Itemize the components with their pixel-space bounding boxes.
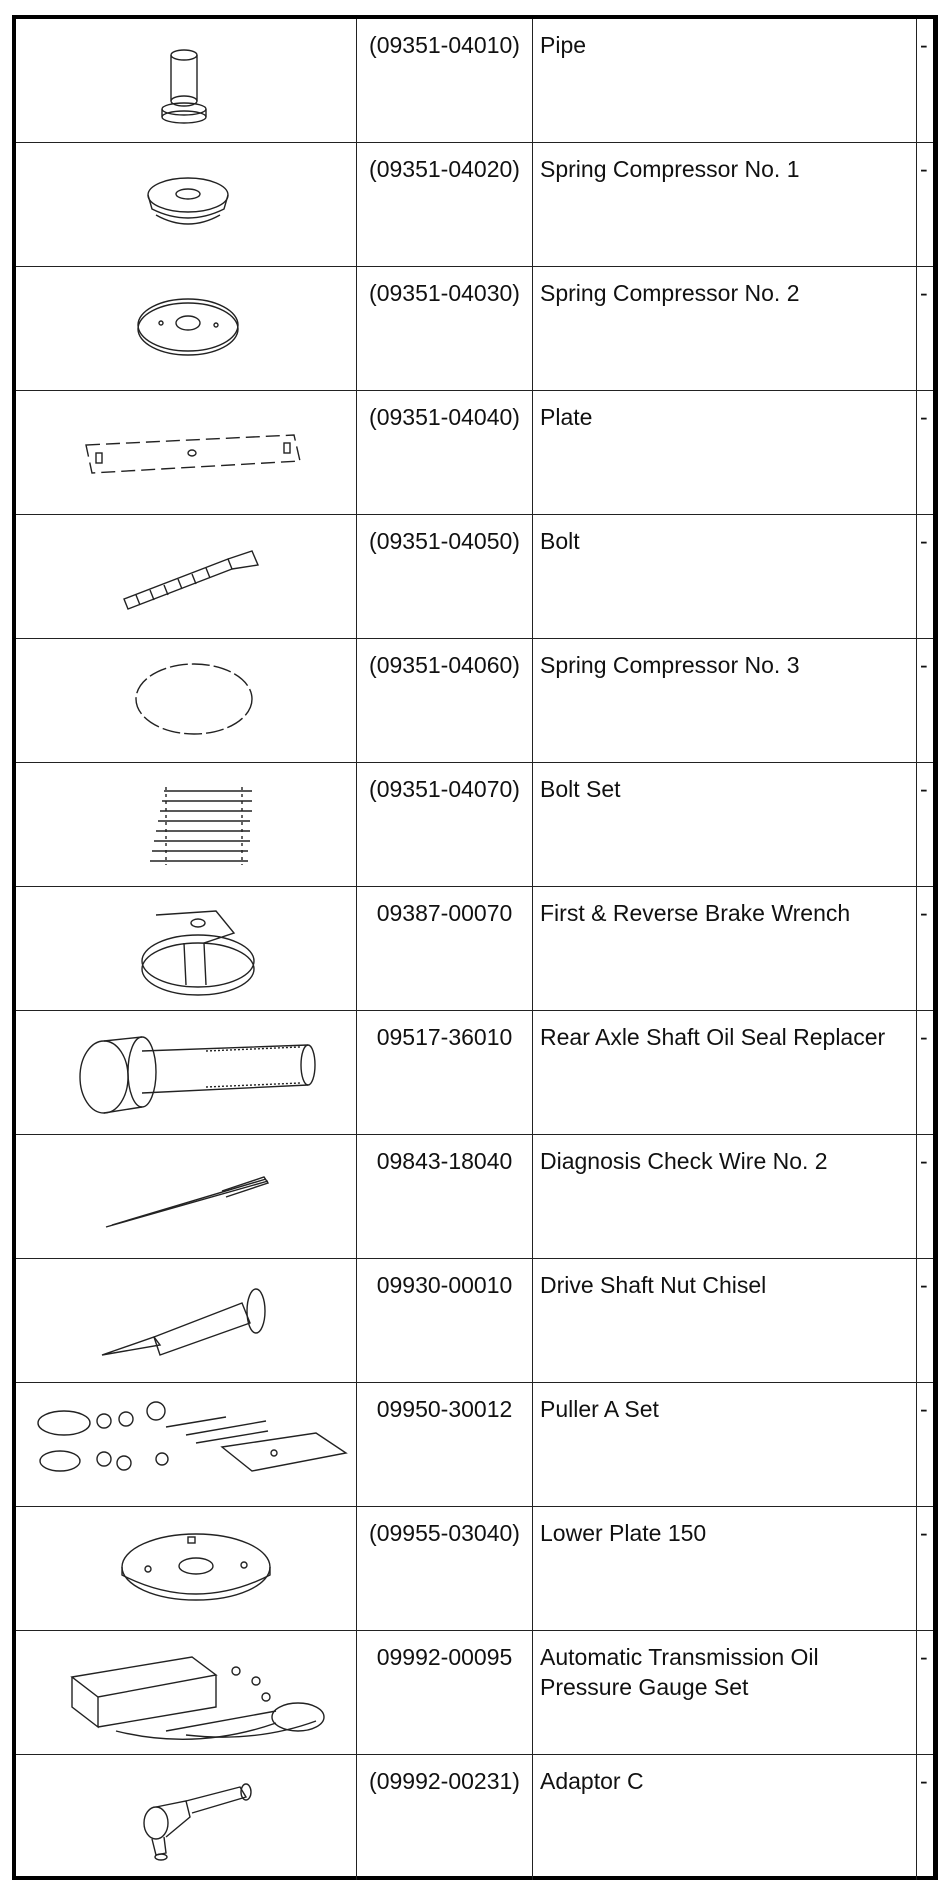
table-row (16, 1135, 933, 1259)
part-number: 09843-18040 (376, 1148, 513, 1174)
tool-illustration-cell (16, 1755, 357, 1880)
check-wire-icon (16, 1135, 357, 1259)
bolt-icon (16, 515, 357, 639)
tool-name-cell (533, 1259, 917, 1382)
tool-name-cell (533, 1631, 917, 1754)
table-row (16, 391, 933, 515)
tool-name-cell (533, 639, 917, 762)
part-number-cell (357, 639, 533, 762)
tool-name-cell (533, 1011, 917, 1134)
part-number-cell (357, 1507, 533, 1630)
table-row (16, 267, 933, 391)
spring-compressor-1-icon (16, 143, 357, 267)
table-row (16, 1507, 933, 1631)
note-cell (917, 391, 933, 514)
part-number: 09517-36010 (376, 1024, 513, 1050)
part-number-cell (357, 391, 533, 514)
tool-name: Adaptor C (540, 1768, 644, 1794)
chisel-icon (16, 1259, 357, 1383)
pipe-icon (16, 19, 357, 143)
table-row (16, 143, 933, 267)
tool-name: Spring Compressor No. 1 (540, 156, 800, 182)
part-number: 09930-00010 (376, 1272, 513, 1298)
note: - (920, 1520, 928, 1546)
brake-wrench-icon (16, 887, 357, 1011)
note-cell (917, 267, 933, 390)
part-number: (09351-04070) (369, 776, 520, 802)
tool-name: Spring Compressor No. 2 (540, 280, 800, 306)
plate-icon (16, 391, 357, 515)
note-cell (917, 1507, 933, 1630)
note: - (920, 156, 928, 182)
tool-name-cell (533, 391, 917, 514)
note: - (920, 32, 928, 58)
tool-name-cell (533, 1507, 917, 1630)
part-number-cell (357, 267, 533, 390)
tool-illustration-cell (16, 391, 357, 514)
tool-name: Bolt (540, 528, 580, 554)
oil-seal-replacer-icon (16, 1011, 357, 1135)
tool-name-cell (533, 143, 917, 266)
pressure-gauge-set-icon (16, 1631, 357, 1755)
note: - (920, 1396, 928, 1422)
tool-name: Lower Plate 150 (540, 1520, 707, 1546)
table-row (16, 1755, 933, 1880)
part-number: (09351-04040) (369, 404, 520, 430)
table-row (16, 1383, 933, 1507)
part-number-cell (357, 515, 533, 638)
note: - (920, 1272, 928, 1298)
note-cell (917, 1383, 933, 1506)
part-number: 09992-00095 (376, 1644, 513, 1670)
tool-illustration-cell (16, 1135, 357, 1258)
table-row (16, 515, 933, 639)
part-number: (09351-04030) (369, 280, 520, 306)
part-number: 09387-00070 (376, 900, 513, 926)
tool-illustration-cell (16, 1011, 357, 1134)
part-number: (09992-00231) (369, 1768, 520, 1794)
table-row (16, 887, 933, 1011)
tool-illustration-cell (16, 1507, 357, 1630)
tool-name-cell (533, 267, 917, 390)
table-row (16, 1259, 933, 1383)
tool-name: Bolt Set (540, 776, 621, 802)
special-tools-table (12, 15, 938, 1880)
tool-name: Spring Compressor No. 3 (540, 652, 800, 678)
note-cell (917, 1135, 933, 1258)
part-number-cell (357, 1259, 533, 1382)
tool-name: Rear Axle Shaft Oil Seal Replacer (540, 1024, 886, 1050)
tool-illustration-cell (16, 19, 357, 142)
note-cell (917, 763, 933, 886)
part-number-cell (357, 1383, 533, 1506)
tool-illustration-cell (16, 887, 357, 1010)
note-cell (917, 1011, 933, 1134)
part-number-cell (357, 1755, 533, 1880)
note: - (920, 1644, 928, 1670)
part-number: (09955-03040) (369, 1520, 520, 1546)
tool-illustration-cell (16, 1259, 357, 1382)
lower-plate-icon (16, 1507, 357, 1631)
tool-name-cell (533, 1383, 917, 1506)
tool-illustration-cell (16, 267, 357, 390)
tool-illustration-cell (16, 1383, 357, 1506)
puller-set-icon (16, 1383, 357, 1507)
table-row (16, 19, 933, 143)
part-number: 09950-30012 (376, 1396, 513, 1422)
spring-compressor-2-icon (16, 267, 357, 391)
note-cell (917, 1755, 933, 1880)
tool-illustration-cell (16, 639, 357, 762)
spring-compressor-3-icon (16, 639, 357, 763)
tool-name: Diagnosis Check Wire No. 2 (540, 1148, 828, 1174)
part-number-cell (357, 887, 533, 1010)
part-number: (09351-04060) (369, 652, 520, 678)
note: - (920, 1148, 928, 1174)
adaptor-icon (16, 1755, 357, 1879)
table-row (16, 639, 933, 763)
tool-name: Drive Shaft Nut Chisel (540, 1272, 767, 1298)
tool-name: Pipe (540, 32, 587, 58)
note-cell (917, 143, 933, 266)
note-cell (917, 1259, 933, 1382)
tool-name-cell (533, 19, 917, 142)
tool-name-cell (533, 887, 917, 1010)
note-cell (917, 887, 933, 1010)
note: - (920, 776, 928, 802)
bolt-set-icon (16, 763, 357, 887)
tool-name-cell (533, 515, 917, 638)
table-row (16, 763, 933, 887)
note: - (920, 1768, 928, 1794)
note-cell (917, 639, 933, 762)
table-row (16, 1011, 933, 1135)
table-row (16, 1631, 933, 1755)
tool-name-cell (533, 1755, 917, 1880)
note-cell (917, 1631, 933, 1754)
part-number-cell (357, 763, 533, 886)
tool-name-cell (533, 1135, 917, 1258)
note: - (920, 528, 928, 554)
note-cell (917, 515, 933, 638)
note: - (920, 900, 928, 926)
tool-name: Puller A Set (540, 1396, 659, 1422)
tool-name: Plate (540, 404, 593, 430)
part-number-cell (357, 1631, 533, 1754)
tool-illustration-cell (16, 515, 357, 638)
tool-name: First & Reverse Brake Wrench (540, 900, 851, 926)
tool-illustration-cell (16, 763, 357, 886)
tool-name: Automatic Transmission Oil Pressure Gauge Set (540, 1644, 819, 1700)
part-number: (09351-04020) (369, 156, 520, 182)
tool-illustration-cell (16, 143, 357, 266)
note: - (920, 1024, 928, 1050)
note: - (920, 652, 928, 678)
note-cell (917, 19, 933, 142)
part-number-cell (357, 19, 533, 142)
part-number-cell (357, 1135, 533, 1258)
part-number-cell (357, 1011, 533, 1134)
tool-name-cell (533, 763, 917, 886)
note: - (920, 280, 928, 306)
part-number: (09351-04050) (369, 528, 520, 554)
tool-illustration-cell (16, 1631, 357, 1754)
part-number: (09351-04010) (369, 32, 520, 58)
part-number-cell (357, 143, 533, 266)
note: - (920, 404, 928, 430)
